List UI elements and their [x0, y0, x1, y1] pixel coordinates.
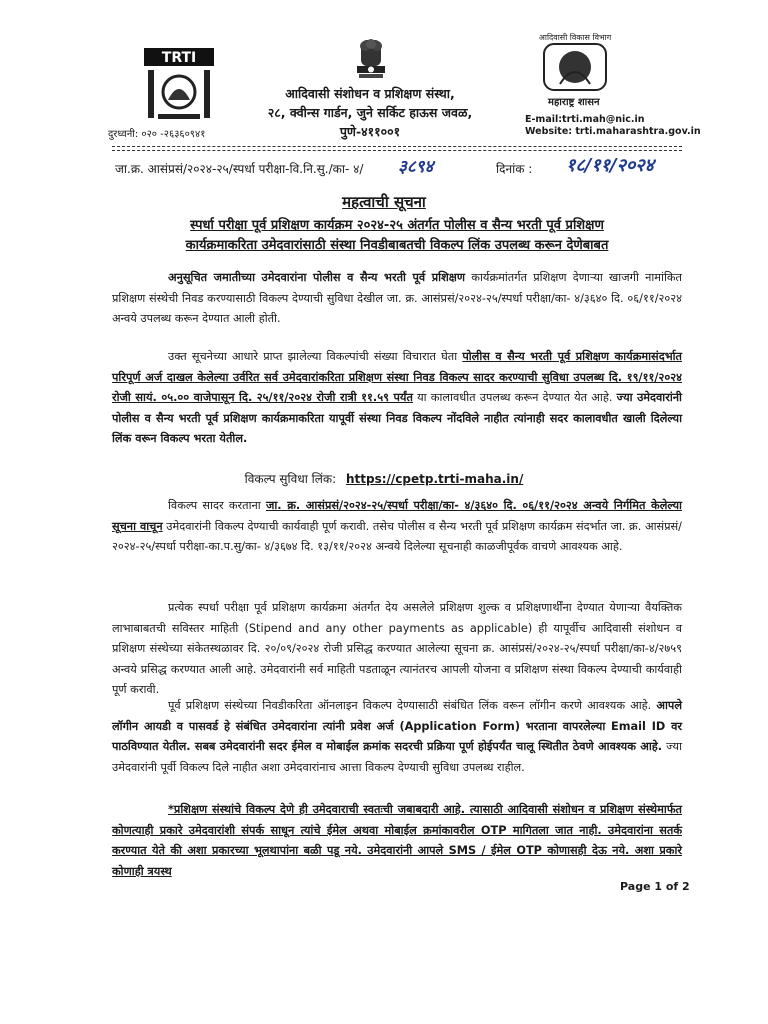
- reference-number-handwritten: ३८९४: [398, 157, 434, 177]
- paragraph-3: [112, 496, 682, 558]
- reference-number-label: जा.क्र. आसंप्रसं/२०२४-२५/स्पर्धा परीक्षा-वि.नि.सु./का- ४/: [115, 162, 364, 176]
- org-address-line: २८, क्वीन्स गार्डन, जुने सर्किट हाऊस जवळ,: [267, 105, 473, 120]
- paragraph-3-text: विकल्प सादर करताना: [168, 499, 266, 512]
- paragraph-4-text: प्रत्येक स्पर्धा परीक्षा पूर्व प्रशिक्षण कार्यक्रमा अंतर्गत देय असलेले प्रशिक्षण शुल्क व प्रशिक्षणार्थींना देण्यात येणाऱ्या वैयक्तिक लाभाबाबतची सविस्तर माहिती (Stipend and any other payments as applicable) ही यापूर्वीच आदिवासी संशोधन व प्रशिक्षण संस्थेच्या संकेतस्थळावर दि. २०/०९/२०२४ रोजी प्रसिद्ध करण्यात आलेल्या सूचना क्र. आसंप्रसं/२०२४-२५/स्पर्धा परीक्षा/का-४/२७५९ अन्वये प्रसिद्ध करण्यात आली आहे. उमेदवारांनी सर्व माहिती पडताळून त्यानंतरच आपली योजना व प्रशिक्षण संस्था विकल्प देण्याची कार्यवाही पूर्ण करावी.: [112, 601, 682, 696]
- paragraph-5-text: पूर्व प्रशिक्षण संस्थेच्या निवडीकरिता ऑनलाइन विकल्प देण्यासाठी संबंधित लिंक वरून लॉगीन करणे आवश्यक आहे.: [168, 699, 657, 712]
- notice-title: महत्वाची सूचना: [342, 193, 426, 211]
- paragraph-6-warning: *प्रशिक्षण संस्थांचे विकल्प देणे ही उमेदवाराची स्वतःची जबाबदारी आहे. त्यासाठी आदिवासी संशोधन व प्रशिक्षण संस्थेमार्फत कोणत्याही प्रकारे उमेदवारांशी संपर्क साधून त्यांचे ईमेल अथवा मोबाईल क्रमांकावरील OTP मागितला जात नाही. उमेदवारांना सतर्क करण्यात येते की अशा प्रकारच्या भूलथापांना बळी पडू नये. उमेदवारांनी आपले SMS / ईमेल OTP कोणासही देऊ नये. अशा प्रकारे कोणाही त्रयस्थ: [112, 803, 682, 878]
- paragraph-1-bold: अनुसूचित जमातीच्या उमेदवारांना पोलीस व सैन्य भरती पूर्व प्रशिक्षण: [168, 271, 466, 284]
- phone-number: दुरध्वनी: ०२० -२६३६०९४१: [108, 129, 206, 140]
- email-address: E-mail:trti.mah@nic.in: [525, 114, 645, 125]
- page-number: Page 1 of 2: [620, 880, 690, 893]
- maharashtra-government-label: महाराष्ट्र शासन: [548, 97, 600, 108]
- trti-logo: [138, 44, 220, 122]
- paragraph-2-bold: ज्या उमेदवारांनी पोलीस व सैन्य भरती पूर्व प्रशिक्षण कार्यक्रमाकरिता यापूर्वी संस्था निवड विकल्प नोंदविले नाहीत त्यांनाही सदर कालावधीत खाली दिलेल्या लिंक वरून विकल्प भरता येतील.: [112, 391, 682, 445]
- header-divider: [112, 146, 682, 147]
- paragraph-4: [112, 598, 682, 701]
- date-handwritten: १८/११/२०२४: [566, 155, 655, 176]
- cpetp-link[interactable]: https://cpetp.trti-maha.in/: [345, 472, 524, 486]
- paragraph-5: [112, 696, 682, 778]
- mh-logo-text: आदिवासी विकास विभाग: [538, 33, 612, 42]
- paragraph-2: [112, 347, 682, 450]
- website-address: Website: trti.maharashtra.gov.in: [525, 126, 701, 137]
- org-city: पुणे-४११००१: [339, 124, 401, 139]
- paragraph-1: [112, 268, 682, 330]
- paragraph-5-rest: ज्या उमेदवारांनी पूर्वी विकल्प दिले नाहीत अशा उमेदवारांनाच आत्ता विकल्प देण्याची सुविधा उपलब्ध राहील.: [112, 740, 683, 774]
- paragraph-5-bold: आपले लॉगीन आयडी व पासवर्ड हे संबंधित उमेदवारांना त्यांनी प्रवेश अर्ज (Application Form) भरताना वापरलेल्या Email ID वर पाठविण्यात येतील. सबब उमेदवारांनी सदर ईमेल व मोबाईल क्रमांक सदरची प्रक्रिया पूर्ण होईपर्यंत चालू स्थितीत ठेवणे आवश्यक आहे.: [112, 699, 682, 753]
- org-name: आदिवासी संशोधन व प्रशिक्षण संस्था,: [285, 86, 455, 101]
- paragraph-6: [112, 800, 682, 882]
- national-emblem-icon: [345, 34, 397, 84]
- facility-link-line: [0, 470, 768, 487]
- subject-line: स्पर्धा परीक्षा पूर्व प्रशिक्षण कार्यक्रम २०२४-२५ अंतर्गत पोलीस व सैन्य भरती पूर्व प्रशिक्षण: [190, 218, 604, 233]
- notice-subject: [112, 216, 682, 256]
- maharashtra-seal-logo: [530, 30, 620, 92]
- contact-info: [525, 114, 701, 138]
- paragraph-3-rest: उमेदवारांनी विकल्प देण्याची कार्यवाही पूर्ण करावी. तसेच पोलीस व सैन्य भरती पूर्व प्रशिक्षण कार्यक्रम संदर्भात जा. क्र. आसंप्रसं/२०२४-२५/स्पर्धा परीक्षा-का.प.सु/का- ४/३६७४ दि. १३/११/२०२४ अन्वये दिलेल्या सूचनाही काळजीपूर्वक वाचणे आवश्यक आहे.: [112, 519, 682, 553]
- header-divider-second: [112, 150, 682, 151]
- paragraph-2-middle: या कालावधीत उपलब्ध करून देण्यात येत आहे.: [412, 391, 617, 404]
- paragraph-3-underlined: जा. क्र. आसंप्रसं/२०२४-२५/स्पर्धा परीक्षा/का- ४/३६४० दि. ०६/११/२०२४ अन्वये निर्गमित केलेल्या सूचना वाचून: [112, 499, 682, 533]
- organization-address: [240, 84, 500, 141]
- date-label: दिनांक :: [496, 162, 533, 176]
- subject-line: कार्यक्रमाकरिता उमेदवारांसाठी संस्था निवडीबाबतची विकल्प लिंक उपलब्ध करून देणेबाबत: [185, 238, 609, 253]
- trti-logo-text: TRTI: [161, 50, 197, 66]
- link-label: विकल्प सुविधा लिंक:: [244, 472, 337, 486]
- paragraph-2-underlined: पोलीस व सैन्य भरती पूर्व प्रशिक्षण कार्यक्रमासंदर्भात परिपूर्ण अर्ज दाखल केलेल्या उर्वरित सर्व उमेदवारांकरिता प्रशिक्षण संस्था निवड विकल्प सादर करण्याची सुविधा उपलब्ध दि. १९/११/२०२४ रोजी सायं. ०५.०० वाजेपासून दि. २५/११/२०२४ रोजी रात्री ११.५९ पर्यंत: [112, 350, 682, 404]
- paragraph-2-text: उक्त सूचनेच्या आधारे प्राप्त झालेल्या विकल्पांची संख्या विचारात घेता: [168, 350, 463, 363]
- paragraph-1-text: कार्यक्रमांतर्गत प्रशिक्षण देणाऱ्या खाजगी नामांकित प्रशिक्षण संस्थेची निवड करण्यासाठी विकल्प देण्याची सुविधा देखील जा. क्र. आसंप्रसं/२०२४-२५/स्पर्धा परीक्षा/का- ४/३६४० दि. ०६/११/२०२४ अन्वये उपलब्ध करून देण्यात आली होती.: [112, 271, 682, 325]
